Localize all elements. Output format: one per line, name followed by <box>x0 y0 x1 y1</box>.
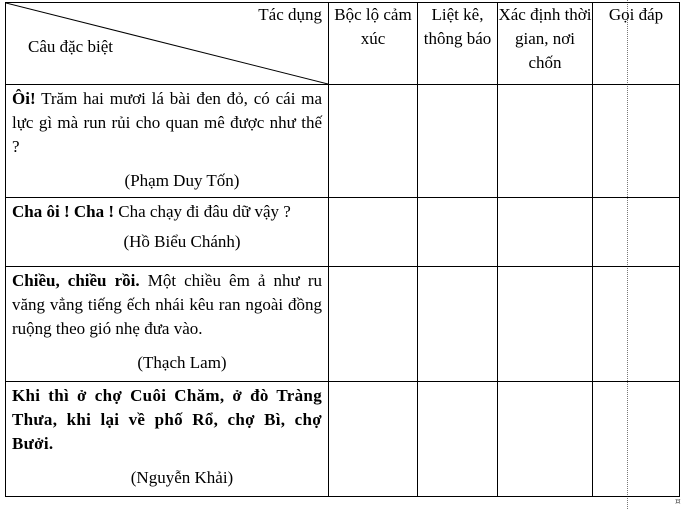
header-col-listing: Liệt kê, thông báo <box>418 3 498 85</box>
answer-cell[interactable] <box>418 267 498 382</box>
answer-cell[interactable] <box>593 198 680 267</box>
answer-cell[interactable] <box>418 198 498 267</box>
example-sentence-cell <box>6 198 329 267</box>
author-credit: (Nguyễn Khải) <box>130 468 234 487</box>
table-row <box>6 267 680 382</box>
table-row <box>6 382 680 497</box>
answer-cell[interactable] <box>329 85 418 198</box>
end-of-cell-mark-icon: ¤ <box>675 497 681 507</box>
answer-cell[interactable] <box>498 382 593 497</box>
diagonal-header-cell <box>6 3 329 85</box>
answer-cell[interactable] <box>329 382 418 497</box>
header-col-time-place: Xác định thời gian, nơi chốn <box>498 3 593 85</box>
answer-cell[interactable] <box>593 85 680 198</box>
author-credit: (Thạch Lam) <box>137 353 227 372</box>
special-sentence-table <box>5 2 680 497</box>
table-row <box>6 198 680 267</box>
answer-cell[interactable] <box>418 85 498 198</box>
example-sentence-cell <box>6 382 329 497</box>
special-sentence: Ôi! <box>12 89 36 108</box>
answer-cell[interactable] <box>498 198 593 267</box>
header-col-calling: Gọi đáp <box>593 3 680 85</box>
header-effect-label: Tác dụng <box>258 5 322 24</box>
answer-cell[interactable] <box>498 85 593 198</box>
header-sentence-label: Câu đặc biệt <box>28 37 113 56</box>
header-col-emotion: Bộc lộ cảm xúc <box>329 3 418 85</box>
special-sentence: Khi thì ở chợ Cuôi Chăm, ở đò Tràng Thưa, khi lại về phố Rổ, chợ Bì, chợ Bưởi. <box>12 386 322 453</box>
answer-cell[interactable] <box>593 267 680 382</box>
answer-cell[interactable] <box>498 267 593 382</box>
special-sentence: Cha ôi ! Cha ! <box>12 202 115 221</box>
sentence-rest: Trăm hai mươi lá bài đen đỏ, có cái ma lực gì mà run rủi cho quan mê được như thế ? <box>12 89 322 156</box>
header-row <box>6 3 680 85</box>
table-row <box>6 85 680 198</box>
sentence-rest: Cha chạy đi đâu dữ vậy ? <box>114 202 291 221</box>
example-sentence-cell <box>6 85 329 198</box>
answer-cell[interactable] <box>418 382 498 497</box>
special-sentence: Chiều, chiều rồi. <box>12 271 140 290</box>
author-credit: (Phạm Duy Tốn) <box>124 171 240 190</box>
answer-cell[interactable] <box>593 382 680 497</box>
sentence-rest: Một chiều êm ả như ru văng vẳng tiếng ếch nhái kêu ran ngoài đồng ruộng theo gió nhẹ đưa vào. <box>12 271 322 338</box>
answer-cell[interactable] <box>329 198 418 267</box>
answer-cell[interactable] <box>329 267 418 382</box>
example-sentence-cell <box>6 267 329 382</box>
author-credit: (Hồ Biểu Chánh) <box>123 232 241 251</box>
